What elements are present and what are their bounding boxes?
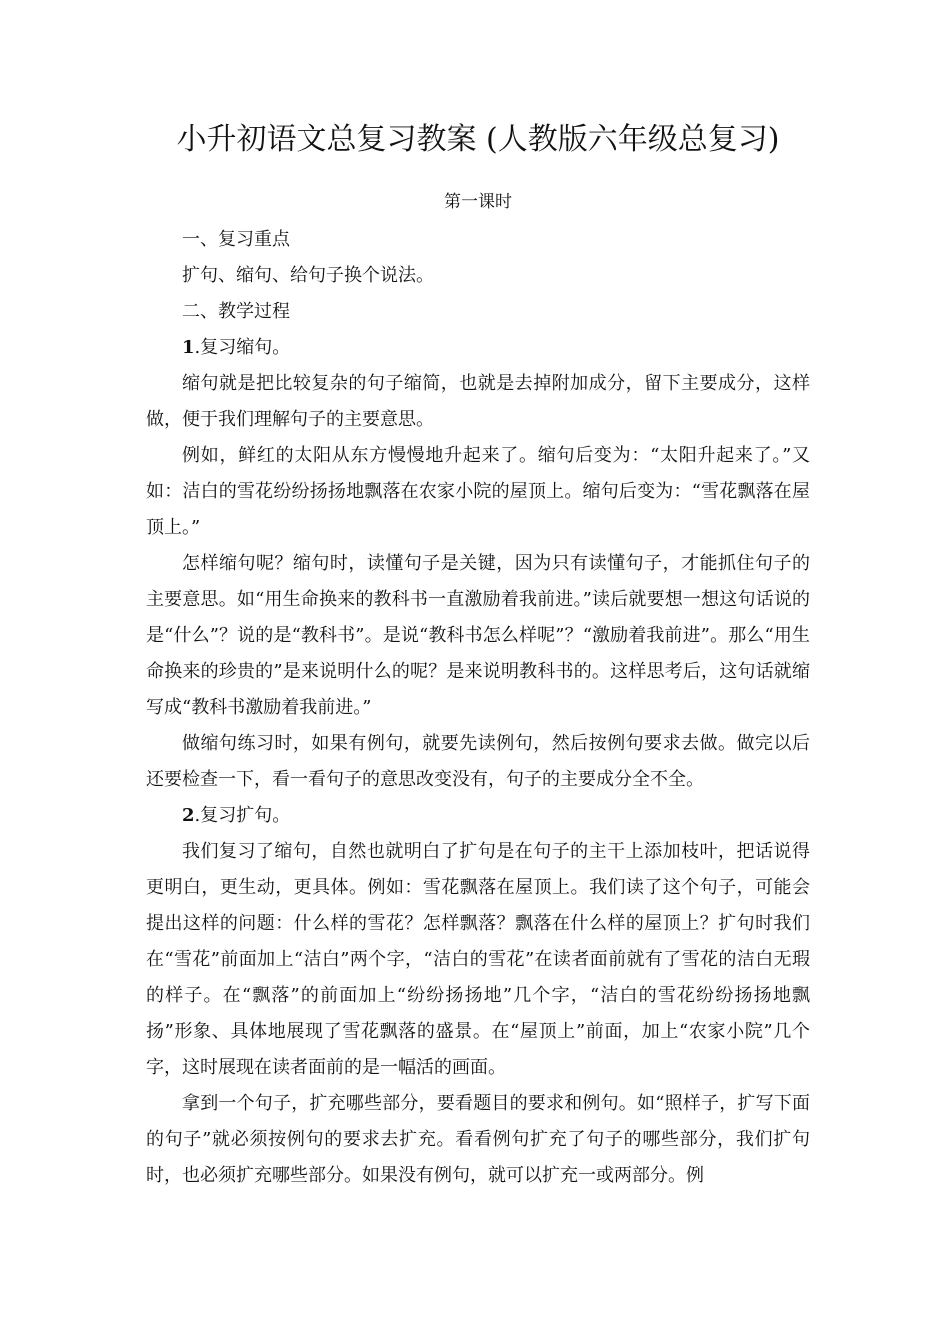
lesson-heading: 第一课时 — [444, 192, 512, 212]
paragraph: 拿到一个句子，扩充哪些部分，要看题目的要求和例句。如“照样子，扩写下面的句子”就必须按例句的要求去扩充。看看例句扩充了句子的哪些部分，我们扩句时，也必须扩充哪些部分。如果没有例句，就可以扩充一或两部分。例 — [146, 1093, 810, 1186]
step-number: 1 — [182, 337, 195, 358]
step-heading-sentence-expansion: 2.复习扩句。 — [182, 805, 291, 826]
step-number: 2 — [182, 805, 195, 826]
review-focus-content: 扩句、缩句、给句子换个说法。 — [182, 265, 434, 286]
document-page — [146, 118, 810, 1194]
paragraph: 做缩句练习时，如果有例句，就要先读例句，然后按例句要求去做。做完以后还要检查一下，看一看句子的意思改变没有，句子的主要成分全不全。 — [146, 733, 810, 790]
paragraph: 缩句就是把比较复杂的句子缩简，也就是去掉附加成分，留下主要成分，这样做，便于我们理解句子的主要意思。 — [146, 373, 810, 430]
section-heading-review-focus: 一、复习重点 — [182, 229, 290, 250]
section-heading-teaching-process: 二、教学过程 — [182, 301, 290, 322]
document-title: 小升初语文总复习教案 (人教版六年级总复习) — [176, 122, 780, 157]
paragraph: 怎样缩句呢？缩句时，读懂句子是关键，因为只有读懂句子，才能抓住句子的主要意思。如“用生命换来的教科书一直激励着我前进。”读后就要想一想这句话说的是“什么”？说的是“教科书”。是说“教科书怎么样呢”？“激励着我前进”。那么“用生命换来的珍贵的”是来说明什么的呢？是来说明教科书的。这样思考后，这句话就缩写成“教科书激励着我前进。” — [146, 553, 810, 718]
step-heading-sentence-shortening: 1.复习缩句。 — [182, 337, 291, 358]
paragraph: 例如，鲜红的太阳从东方慢慢地升起来了。缩句后变为：“太阳升起来了。”又如：洁白的雪花纷纷扬扬地飘落在农家小院的屋顶上。缩句后变为：“雪花飘落在屋顶上。” — [146, 445, 810, 538]
paragraph: 我们复习了缩句，自然也就明白了扩句是在句子的主干上添加枝叶，把话说得更明白，更生动，更具体。例如：雪花飘落在屋顶上。我们读了这个句子，可能会提出这样的问题：什么样的雪花？怎样飘落？飘落在什么样的屋顶上？扩句时我们在“雪花”前面加上“洁白”两个字，“洁白的雪花”在读者面前就有了雪花的洁白无瑕的样子。在“飘落”的前面加上“纷纷扬扬地”几个字，“洁白的雪花纷纷扬扬地飘扬”形象、具体地展现了雪花飘落的盛景。在“屋顶上”前面，加上“农家小院”几个字，这时展现在读者面前的是一幅活的画面。 — [146, 841, 810, 1078]
